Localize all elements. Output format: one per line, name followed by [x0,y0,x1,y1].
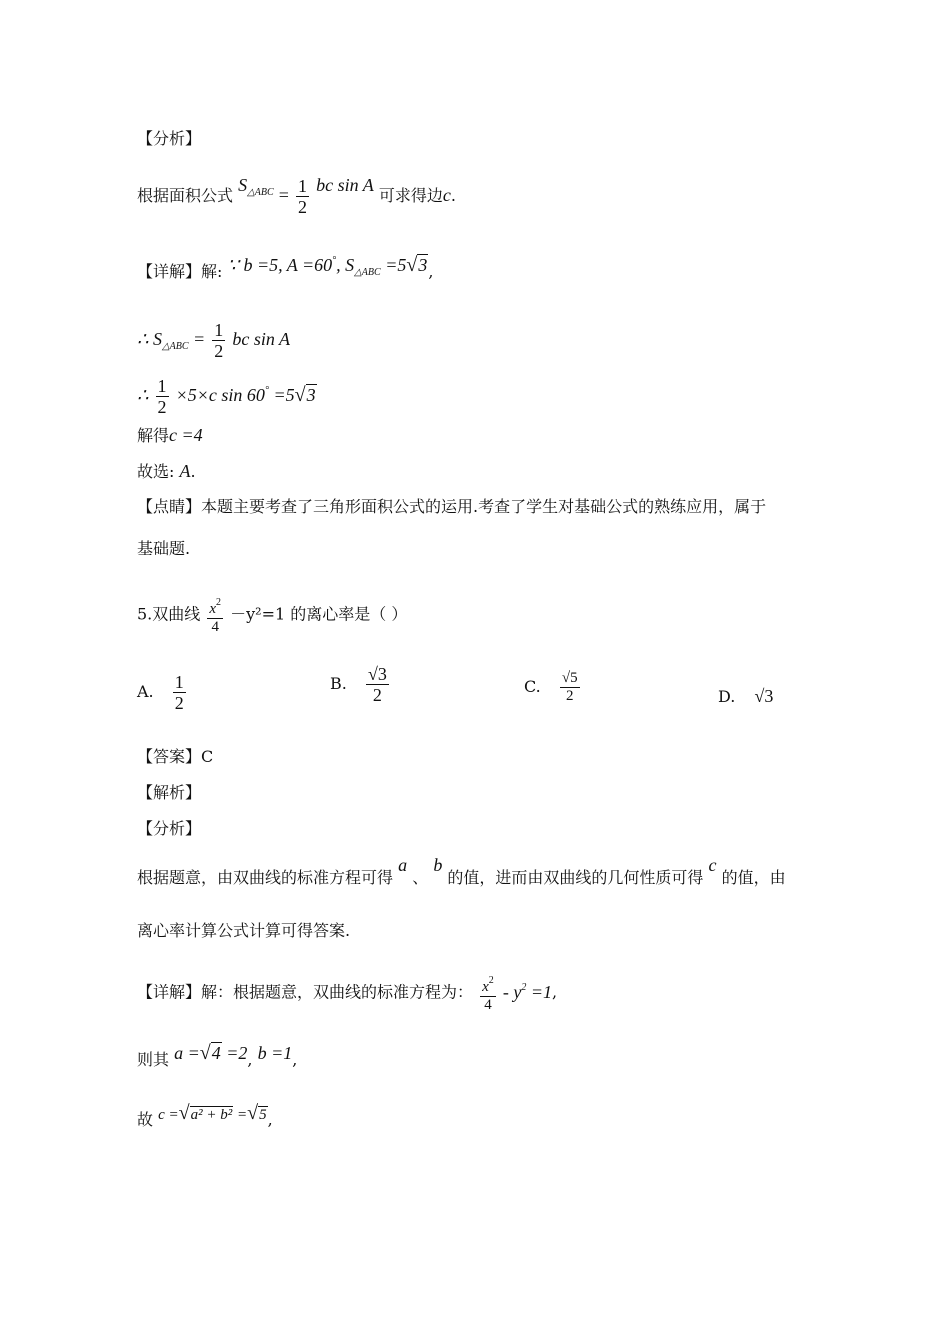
fraction-half: $\frac{1}{2}$ [298,176,308,217]
question-5-stem: 5.双曲线 $\frac{x^2}{4}$ －y²=1 的离心率是（ ） [137,594,407,636]
detail-given-line: 【详解】解: ∵ b =5, A =60°, $S_{\triangle ABC} =5√3$, [137,254,434,281]
answer-line: 【答案】C [137,747,214,766]
option-a: A. $\frac{1}{2}$ [137,672,184,713]
analysis-line-2: 离心率计算公式计算可得答案. [137,921,351,940]
choose-line: 故选: A. [137,461,196,481]
therefore-step-2: ∴ $\frac{1}{2}$ ×5×c sin 60° =5√3 [137,376,316,417]
section-label-analysis-2: 【分析】 [137,819,202,838]
comment-line-2: 基础题. [137,539,191,558]
section-label-analysis: 【分析】 [137,129,202,148]
area-formula-line: 根据面积公式 $S_{\triangle ABC}$ = $\frac{1}{2}$ bc sin A 可求得边c. [137,175,456,217]
analysis-line-1: 根据题意，由双曲线的标准方程可得 a 、 b 的值，进而由双曲线的几何性质可得 c 的值，由 [137,855,786,887]
option-b: B. $\frac{√3}{2}$ [330,664,387,705]
option-d: D. √3 [718,686,774,706]
solve-line: 解得c =4 [137,425,203,445]
option-c: C. $\frac{√5}{2}$ [524,670,578,704]
therefore-step-1: ∴ $S_{\triangle ABC}$ = $\frac{1}{2}$ bc sin A [137,320,291,361]
section-label-explanation: 【解析】 [137,783,202,802]
then-line: 则其 a =√4 =2, b =1, [137,1042,298,1069]
hence-line: 故 c =√a² + b² =√5, [137,1102,273,1129]
comment-line-1: 【点睛】本题主要考查了三角形面积公式的运用.考查了学生对基础公式的熟练应用，属于 [137,497,767,516]
detail-hyperbola-line: 【详解】解：根据题意，双曲线的标准方程为： $\frac{x^2}{4}$ - $y^2 =1$, [137,972,557,1014]
